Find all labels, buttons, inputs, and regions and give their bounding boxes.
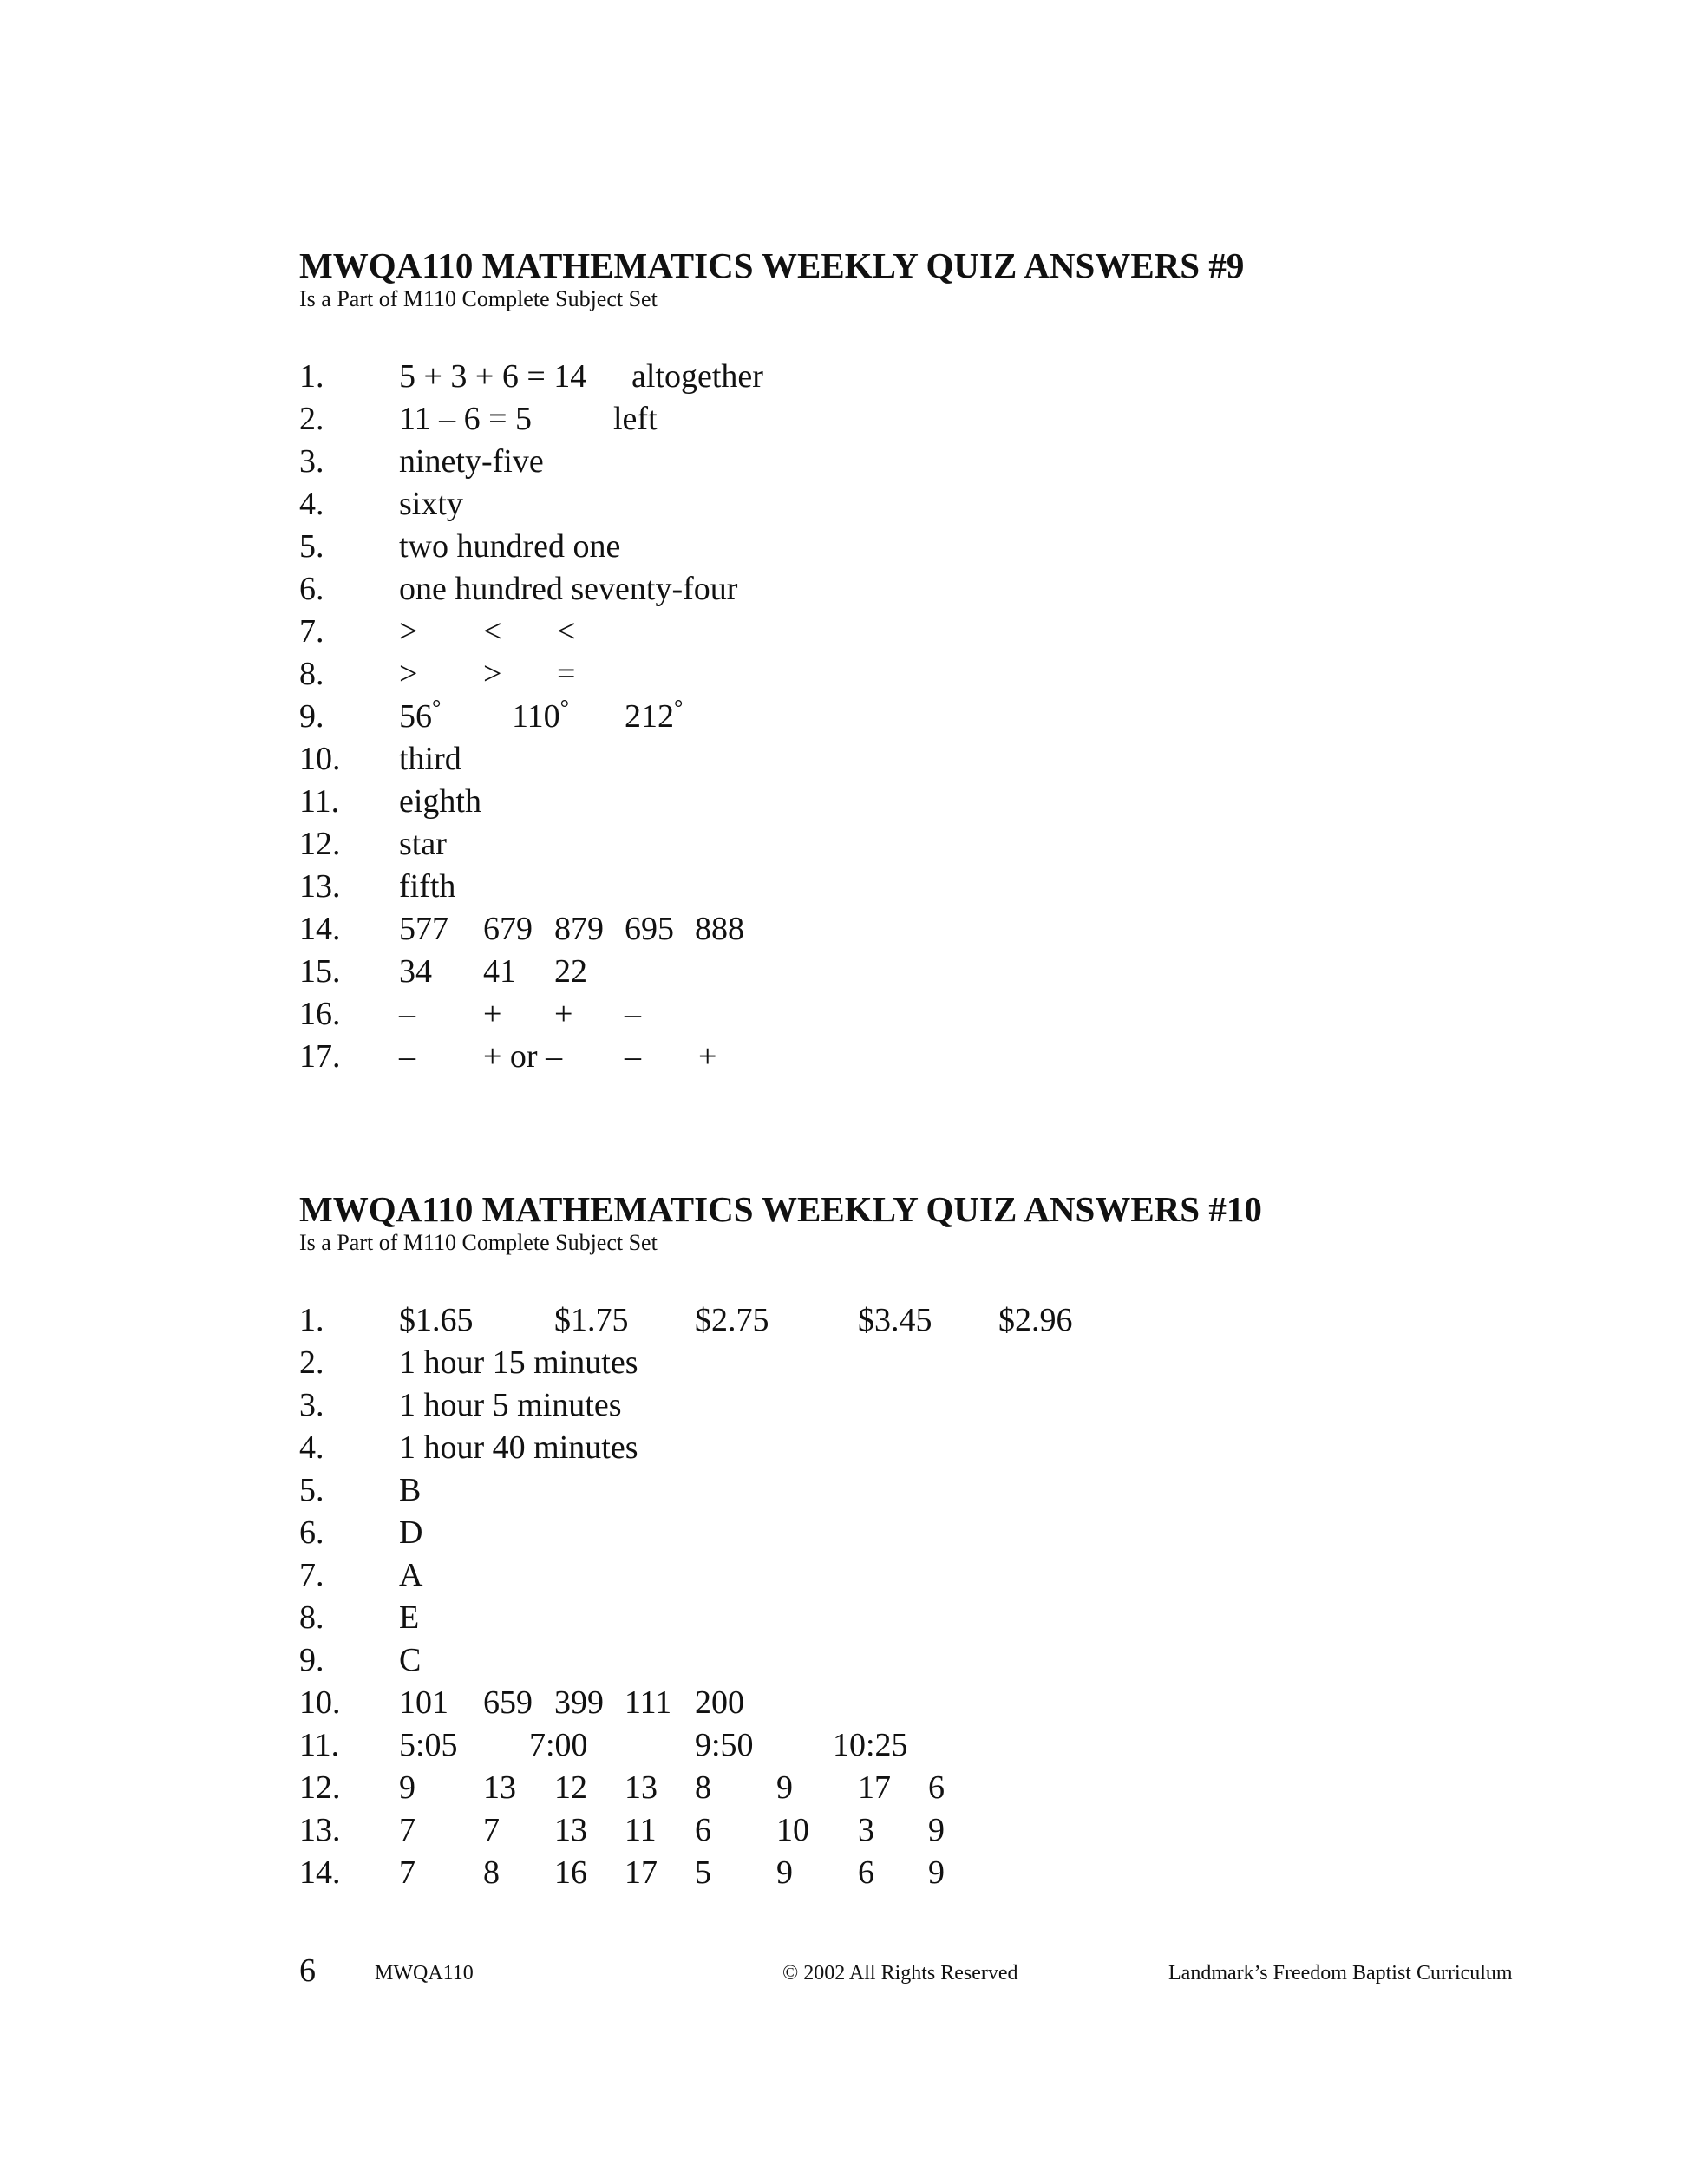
answer-row [299,568,1514,611]
answer-value-text: 577 [399,911,448,947]
answer-number: 11. [299,1727,340,1763]
answer-row [299,908,1514,951]
answer-value [399,483,463,526]
answer-value [399,1767,415,1809]
answer-value [399,1342,638,1384]
answer-value-text: 10:25 [833,1727,908,1763]
answer-value-text: + [483,996,502,1032]
answer-value [858,1299,932,1342]
answer-value [483,1682,533,1724]
answer-value [554,1852,587,1894]
answer-value [399,1469,421,1512]
answer-value [695,1852,711,1894]
answer-number: 13. [299,868,341,905]
answer-row [299,781,1514,823]
answer-value-text: – [625,996,641,1032]
answer-value-text: 13 [554,1812,587,1848]
answer-value-text: 5 [695,1854,711,1891]
answer-value [776,1852,793,1894]
answer-value-text: 101 [399,1684,448,1721]
answer-value-text: 679 [483,911,533,947]
answer-value-text: altogether [631,358,763,395]
answer-value [695,1682,744,1724]
answer-value-text: – [399,1038,415,1075]
answer-value [483,1767,516,1809]
answer-number: 4. [299,1429,324,1466]
answer-value [483,611,501,653]
answer-row [299,526,1514,568]
answer-number: 9. [299,698,324,735]
quiz10-subtitle: Is a Part of M110 Complete Subject Set [299,1230,658,1255]
answer-value [698,1036,716,1078]
answer-row [299,1639,1514,1682]
answer-value-text: 200 [695,1684,744,1721]
answer-value-text: > [399,656,418,692]
answer-value-text: 659 [483,1684,533,1721]
answer-value [554,908,604,951]
answer-number: 5. [299,1472,324,1508]
quiz10-answer-list [299,1299,1514,1894]
answer-value [695,908,744,951]
answer-value [554,993,572,1036]
answer-value-text: 34 [399,953,432,990]
answer-value-text: > [483,656,502,692]
answer-value-text: 7 [483,1812,500,1848]
answer-value-text: 888 [695,911,744,947]
answer-value-text: 56 [399,698,432,735]
quiz9-subtitle: Is a Part of M110 Complete Subject Set [299,286,658,311]
answer-row [299,1299,1514,1342]
answer-number: 17. [299,1038,341,1075]
answer-value-text: 12 [554,1769,587,1806]
answer-value [483,653,501,696]
footer-code: MWQA110 [375,1962,474,1985]
answer-value-text: 9 [928,1812,945,1848]
answer-number: 2. [299,401,324,437]
answer-value [399,951,432,993]
answer-number: 12. [299,1769,341,1806]
answer-value-text: < [557,613,576,650]
answer-value [399,1036,415,1078]
answer-value [399,1512,422,1554]
answer-value-text: 9:50 [695,1727,754,1763]
answer-number: 14. [299,1854,341,1891]
answer-value-text: 3 [858,1812,874,1848]
answer-number: 6. [299,571,324,607]
answer-value [557,653,575,696]
answer-row [299,1427,1514,1469]
answer-value [998,1299,1073,1342]
answer-value-text: 1 hour 15 minutes [399,1344,638,1381]
answer-value-text: – [399,996,415,1032]
answer-value [554,1809,587,1852]
answer-value-text: 879 [554,911,604,947]
answer-value [554,951,587,993]
answer-number: 15. [299,953,341,990]
answer-row [299,1682,1514,1724]
answer-value-text: 11 [625,1812,657,1848]
answer-value [399,1639,421,1682]
answer-number: 9. [299,1642,324,1678]
answer-value-text: 41 [483,953,516,990]
answer-value [399,1852,415,1894]
answer-value-text: + [554,996,573,1032]
answer-value-text: star [399,826,447,862]
answer-value-text: 22 [554,953,587,990]
answer-value-text: 5:05 [399,1727,458,1763]
answer-value [858,1809,874,1852]
answer-value-text: 8 [483,1854,500,1891]
answer-value [833,1724,908,1767]
answer-value-text: 6 [858,1854,874,1891]
answer-value-text: two hundred one [399,528,621,565]
answer-value-text: – [625,1038,641,1075]
answer-row [299,653,1514,696]
answer-number: 6. [299,1514,324,1551]
degree-symbol: ° [559,695,569,721]
answer-value [399,441,544,483]
answer-row [299,1342,1514,1384]
answer-number: 10. [299,741,341,777]
answer-row [299,1724,1514,1767]
answer-number: 11. [299,783,340,820]
answer-value [695,1809,711,1852]
answer-row [299,356,1514,398]
answer-value [625,1852,658,1894]
answer-value [399,1427,638,1469]
answer-value-text: 110 [512,698,560,735]
answer-value-text: eighth [399,783,481,820]
answer-value [625,908,674,951]
answer-value-text: 13 [483,1769,516,1806]
answer-value-text: 695 [625,911,674,947]
answer-value-text: 11 – 6 = 5 [399,401,533,437]
answer-value-text: + [698,1038,717,1075]
answer-value-text: 7:00 [529,1727,588,1763]
answer-row [299,823,1514,866]
answer-value [928,1852,945,1894]
answer-value [557,611,575,653]
answer-value [554,1299,629,1342]
answer-value-text: $3.45 [858,1302,932,1338]
answer-value [695,1299,769,1342]
answer-value [776,1809,809,1852]
answer-row [299,611,1514,653]
answer-value [625,1767,658,1809]
answer-value-text: + or – [483,1038,563,1075]
answer-number: 8. [299,1599,324,1636]
answer-value [858,1852,874,1894]
answer-value-text: D [399,1514,423,1551]
footer-publisher: Landmark’s Freedom Baptist Curriculum [1168,1962,1513,1985]
footer-copyright: © 2002 All Rights Reserved [782,1962,1018,1985]
answer-value-text: 13 [625,1769,658,1806]
answer-number: 5. [299,528,324,565]
answer-number: 2. [299,1344,324,1381]
answer-value-text: left [613,401,658,437]
quiz10-title: MWQA110 MATHEMATICS WEEKLY QUIZ ANSWERS #10 [299,1189,1262,1229]
answer-number: 16. [299,996,341,1032]
answer-row [299,866,1514,908]
answer-value-text: B [399,1472,422,1508]
answer-number: 7. [299,613,324,650]
answer-value [625,1036,641,1078]
answer-value-text: 16 [554,1854,587,1891]
answer-number: 7. [299,1557,324,1593]
answer-value [399,781,481,823]
answer-value-text: 1 hour 40 minutes [399,1429,638,1466]
answer-value-text: 9 [776,1769,793,1806]
answer-number: 13. [299,1812,341,1848]
answer-value [483,1809,500,1852]
answer-number: 8. [299,656,324,692]
answer-row [299,1852,1514,1894]
answer-value [695,1724,754,1767]
answer-row [299,1384,1514,1427]
answer-number: 4. [299,486,324,522]
answer-value [399,908,448,951]
answer-value-text: 6 [928,1769,945,1806]
answer-value-text: 399 [554,1684,604,1721]
answer-row [299,483,1514,526]
answer-value [399,568,737,611]
answer-value [625,1809,657,1852]
degree-symbol: ° [674,695,684,721]
answer-value [529,1724,588,1767]
answer-value-text: 111 [625,1684,672,1721]
quiz9-answer-list [299,356,1514,1078]
answer-value-text: 10 [776,1812,809,1848]
answer-value-text: sixty [399,486,463,522]
answer-value [512,696,569,738]
answer-value [625,993,641,1036]
answer-value-text: 7 [399,1854,415,1891]
answer-value [483,993,501,1036]
answer-row [299,1512,1514,1554]
answer-value [613,398,658,441]
answer-row [299,1767,1514,1809]
answer-value-text: 1 hour 5 minutes [399,1387,622,1423]
answer-value-text: 212 [625,698,674,735]
answer-value [399,356,586,398]
answer-value [399,1299,474,1342]
answer-value-text: third [399,741,461,777]
answer-value [399,696,441,738]
answer-value-text: E [399,1599,420,1636]
answer-value-text: 9 [776,1854,793,1891]
answer-value [483,951,516,993]
answer-value-text: $2.75 [695,1302,769,1338]
answer-value [399,738,461,781]
answer-value-text: 5 + 3 + 6 = 14 [399,358,587,395]
answer-value [399,1384,621,1427]
answer-row [299,1809,1514,1852]
answer-value-text: one hundred seventy-four [399,571,738,607]
answer-row [299,696,1514,738]
page-number: 6 [299,1952,316,1989]
answer-value [399,1682,448,1724]
answer-value [554,1682,604,1724]
answer-value-text: A [399,1557,423,1593]
answer-value-text: < [483,613,502,650]
answer-value-text: 6 [695,1812,711,1848]
answer-value [483,908,533,951]
answer-value [928,1809,945,1852]
answer-value [776,1767,793,1809]
quiz9-title: MWQA110 MATHEMATICS WEEKLY QUIZ ANSWERS #9 [299,245,1245,285]
answer-value-text: 8 [695,1769,711,1806]
answer-value [928,1767,945,1809]
answer-number: 14. [299,911,341,947]
answer-value-text: fifth [399,868,456,905]
answer-value-text: 7 [399,1812,415,1848]
answer-value [399,1724,458,1767]
answer-value-text: C [399,1642,422,1678]
answer-value [631,356,763,398]
answer-value [625,1682,671,1724]
answer-row [299,951,1514,993]
answer-value [399,526,620,568]
answer-number: 12. [299,826,341,862]
answer-value [399,823,447,866]
answer-row [299,1554,1514,1597]
answer-value [625,696,683,738]
answer-value-text: $2.96 [998,1302,1073,1338]
answer-value-text: 17 [858,1769,891,1806]
answer-value [554,1767,587,1809]
answer-value-text: = [557,656,576,692]
answer-value [399,866,455,908]
answer-value-text: 9 [928,1854,945,1891]
answer-value [399,653,417,696]
answer-value [399,1554,422,1597]
answer-value [399,1809,415,1852]
answer-row [299,993,1514,1036]
answer-value [399,398,532,441]
answer-row [299,398,1514,441]
answer-value [483,1036,562,1078]
answer-row [299,738,1514,781]
answer-value [399,1597,419,1639]
answer-value [399,611,417,653]
answer-number: 3. [299,1387,324,1423]
answer-number: 1. [299,1302,324,1338]
answer-number: 10. [299,1684,341,1721]
answer-value [483,1852,500,1894]
answer-number: 1. [299,358,324,395]
answer-value [858,1767,891,1809]
answer-row [299,441,1514,483]
degree-symbol: ° [432,695,442,721]
answer-value [399,993,415,1036]
answer-row [299,1469,1514,1512]
answer-row [299,1036,1514,1078]
answer-row [299,1597,1514,1639]
answer-value-text: > [399,613,418,650]
answer-value-text: $1.75 [554,1302,629,1338]
answer-value-text: 17 [625,1854,658,1891]
answer-value-text: $1.65 [399,1302,474,1338]
answer-value-text: ninety-five [399,443,544,480]
answer-value [695,1767,711,1809]
answer-value-text: 9 [399,1769,415,1806]
answer-number: 3. [299,443,324,480]
